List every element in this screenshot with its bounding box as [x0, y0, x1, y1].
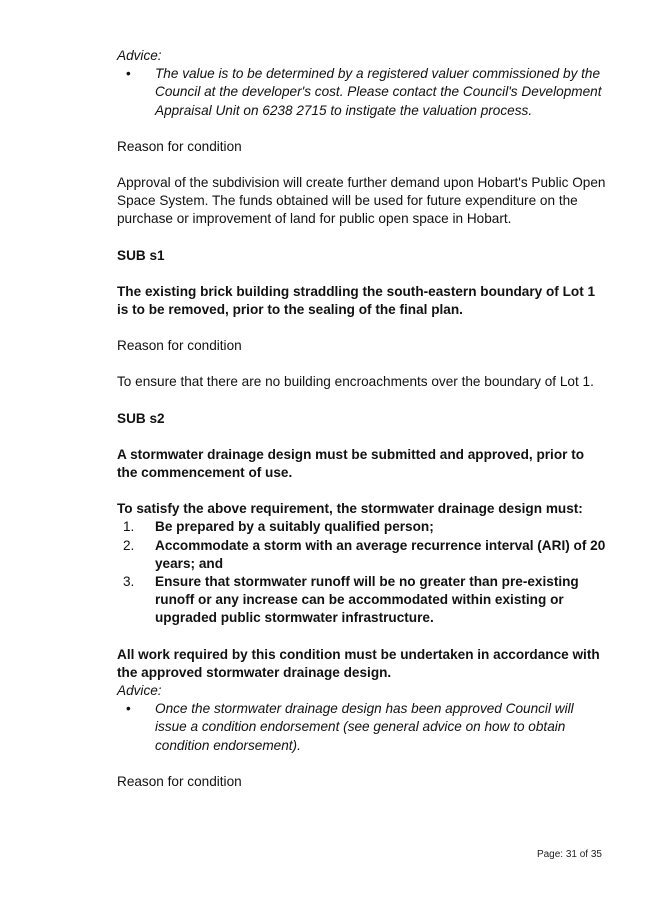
reason-heading: Reason for condition	[117, 773, 242, 789]
condition-code-sub-s1: SUB s1	[117, 247, 165, 263]
advice-bullet-item	[117, 65, 607, 120]
bullet-marker: •	[126, 701, 131, 717]
condition-text-sub-s1: The existing brick building straddling the south-eastern boundary of Lot 1 is to be removed, prior to the sealing of the final plan.	[117, 283, 596, 318]
advice-bullet-list	[117, 700, 607, 755]
requirement-number: 2.	[123, 537, 135, 553]
advice-bullet-item	[117, 700, 607, 755]
requirement-intro: To satisfy the above requirement, the stormwater drainage design must:	[117, 501, 583, 517]
advice-bullet-list	[117, 65, 607, 120]
requirement-item	[117, 537, 607, 573]
requirement-text: Ensure that stormwater runoff will be no greater than pre-existing runoff or any increase can be accommodated within existing or upgraded public stormwater infrastructure.	[155, 574, 579, 626]
closing-statement: All work required by this condition must be undertaken in accordance with the approved stormwater drainage design.	[117, 646, 600, 680]
requirement-item	[117, 518, 607, 536]
reason-heading: Reason for condition	[117, 338, 242, 354]
requirement-number: 1.	[123, 519, 135, 535]
requirement-list	[117, 518, 607, 627]
reason-text: To ensure that there are no building encroachments over the boundary of Lot 1.	[117, 374, 594, 390]
reason-heading: Reason for condition	[117, 138, 242, 154]
advice-bullet-text: Once the stormwater drainage design has been approved Council will issue a condition endorsement (see general advice on how to obtain condition endorsement).	[155, 701, 574, 753]
condition-text-sub-s2: A stormwater drainage design must be submitted and approved, prior to the commencement of use.	[117, 446, 585, 481]
reason-text: Approval of the subdivision will create further demand upon Hobart's Public Open Space System. The funds obtained will be used for future expenditure on the purchase or improvement of land for public open space in Hobart.	[117, 175, 606, 227]
condition-code-sub-s2: SUB s2	[117, 410, 165, 426]
advice-bullet-text: The value is to be determined by a registered valuer commissioned by the Council at the developer's cost. Please contact the Council's Development Appraisal Unit on 6238 2715 to instigate the valuation process.	[155, 66, 602, 118]
requirement-text: Accommodate a storm with an average recurrence interval (ARI) of 20 years; and	[155, 537, 606, 571]
page-content	[117, 47, 607, 791]
advice-label: Advice:	[117, 683, 162, 699]
requirement-item	[117, 573, 607, 628]
advice-label: Advice:	[117, 48, 162, 63]
page-number: Page: 31 of 35	[536, 849, 602, 860]
requirement-number: 3.	[123, 574, 135, 590]
requirement-text: Be prepared by a suitably qualified person;	[155, 519, 434, 535]
bullet-marker: •	[126, 66, 131, 82]
